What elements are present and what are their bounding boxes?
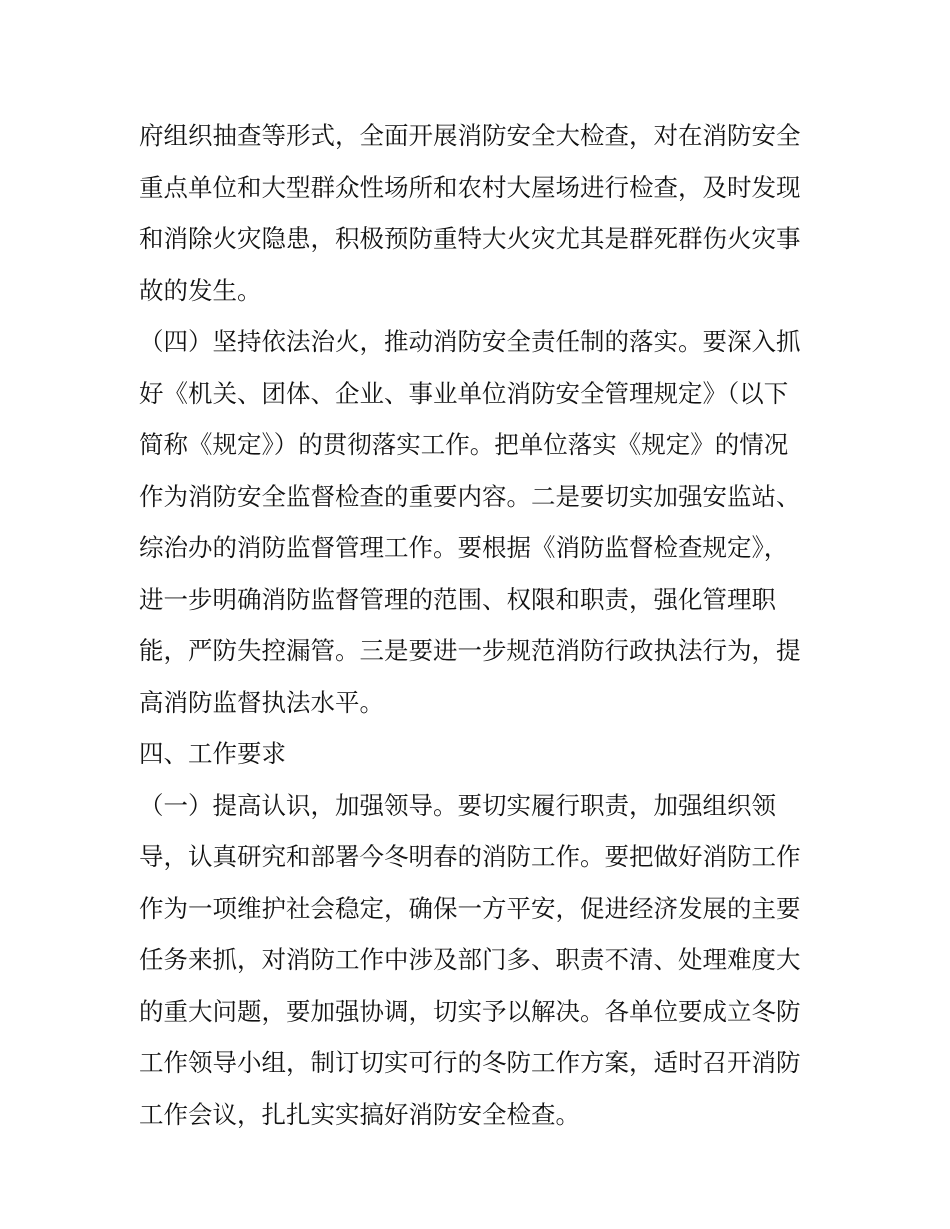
text-line: 的重大问题，要加强协调，切实予以解决。各单位要成立冬防 (139, 996, 801, 1026)
text-line: 综治办的消防监督管理工作。要根据《消防监督检查规定》， (139, 533, 789, 562)
text-line: 好《机关、团体、企业、事业单位消防安全管理规定》（以下 (139, 378, 789, 408)
text-line: 作为消防安全监督检查的重要内容。二是要切实加强安监站、 (139, 481, 801, 511)
text-line: 工作领导小组，制订切实可行的冬防工作方案，适时召开消防 (139, 1048, 801, 1077)
text-line: 故的发生。 (139, 275, 262, 305)
text-line: 进一步明确消防监督管理的范围、权限和职责，强化管理职 (139, 584, 776, 614)
text-line: 简称《规定》）的贯彻落实工作。把单位落实《规定》的情况 (139, 430, 789, 459)
text-line: 高消防监督执法水平。 (139, 687, 384, 717)
text-line: （四）坚持依法治火，推动消防安全责任制的落实。要深入抓 (139, 327, 801, 356)
section-heading: 四、工作要求 (139, 739, 286, 768)
text-line: 导，认真研究和部署今冬明春的消防工作。要把做好消防工作 (139, 842, 801, 871)
text-line: 作为一项维护社会稳定，确保一方平安，促进经济发展的主要 (139, 893, 801, 923)
text-line: 府组织抽查等形式，全面开展消防安全大检查，对在消防安全 (139, 121, 801, 150)
text-line: 任务来抓，对消防工作中涉及部门多、职责不清、处理难度大 (139, 945, 801, 974)
text-line: 重点单位和大型群众性场所和农村大屋场进行检查，及时发现 (139, 172, 801, 202)
text-line: 工作会议，扎扎实实搞好消防安全检查。 (139, 1099, 580, 1129)
text-line: 和消除火灾隐患，积极预防重特大火灾尤其是群死群伤火灾事 (139, 224, 801, 253)
text-line: 能，严防失控漏管。三是要进一步规范消防行政执法行为，提 (139, 636, 801, 665)
document-body (139, 110, 819, 1140)
text-line: （一）提高认识，加强领导。要切实履行职责，加强组织领 (139, 790, 776, 820)
